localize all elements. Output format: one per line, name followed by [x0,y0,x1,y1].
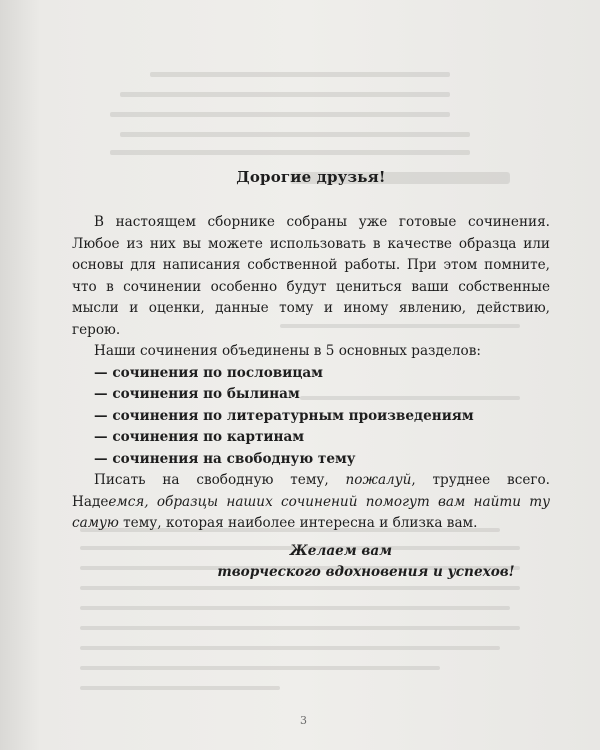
list-item: — сочинения по картинам [94,429,305,445]
closing-wish [72,541,550,584]
page-title: Дорогие друзья! [236,168,386,186]
list-item: — сочинения по литературным произведениям [94,407,474,424]
sections-intro: Наши сочинения объединены в 5 основных разделов: [94,343,481,359]
list-item: — сочинения на свободную тему [94,450,356,467]
intro-paragraph: В настоящем сборнике собраны уже готовые сочинения. Любое из них вы можете использовать в качестве образца или основы для написания собственной работы. При этом помните, что в сочинении особенно будут цениться ваши собственные мысли и оценки, данные тому и иному явлению, действию, герою. [72,214,550,338]
closing-italic: пожалуй [345,472,412,488]
closing-paragraph [72,470,550,535]
page-number: 3 [300,714,307,727]
wish-line: творческого вдохновения и успехов! [217,564,515,580]
closing-text: , труднее всего. Наде [72,472,550,510]
wish-line: Желаем вам [289,542,393,559]
closing-italic: емся, образцы наших сочинений помогут вам найти ту самую [72,493,550,531]
sections-list [72,363,550,471]
list-item: — сочинения по былинам [94,386,300,402]
closing-text: тему, которая наиболее интересна и близка вам. [118,515,478,531]
closing-text: Писать на свободную тему, [94,472,346,488]
list-item: — сочинения по пословицам [94,364,323,381]
page-content [72,168,550,584]
